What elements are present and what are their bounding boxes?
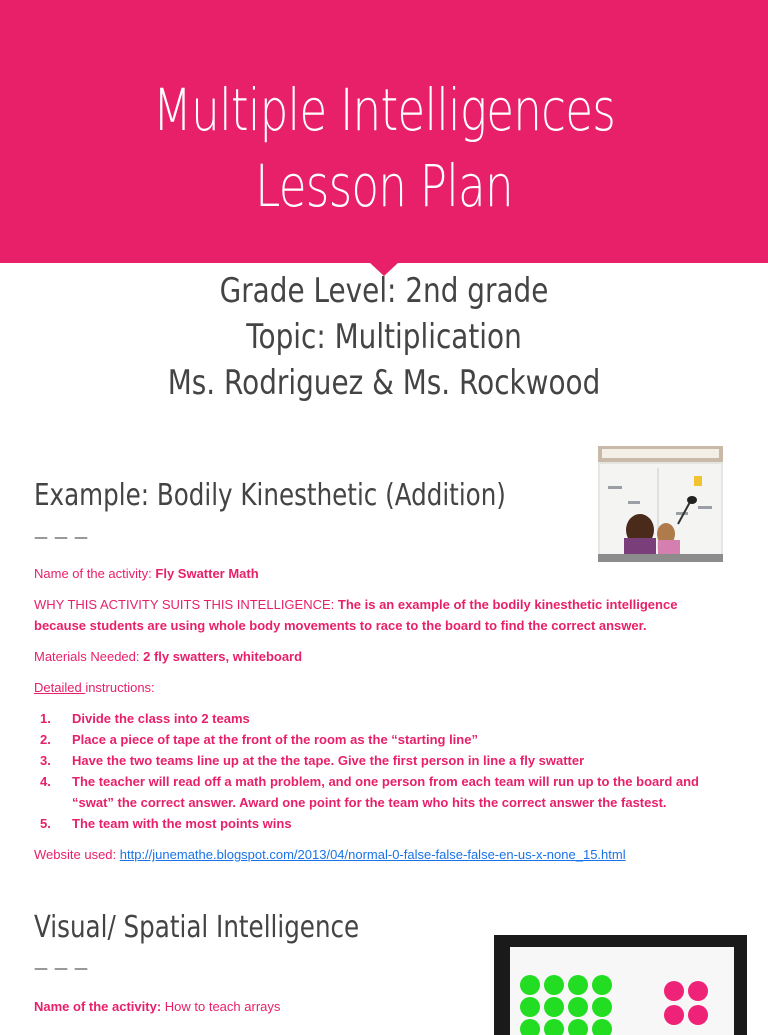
- materials-value: 2 fly swatters, whiteboard: [143, 649, 303, 664]
- website-link[interactable]: http://junemathe.blogspot.com/2013/04/normal-0-false-false-false-en-us-x-none_15.html: [119, 847, 626, 862]
- teachers: Ms. Rodriguez & Ms. Rockwood: [167, 363, 601, 403]
- website-used: [34, 844, 724, 865]
- instructions-heading: [34, 677, 724, 698]
- list-item: 4. The teacher will read off a math problem, and one person from each team will run up to the board and “swat” the correct answer. Award one point for the team who hits the correct answer the fastest.: [40, 774, 699, 810]
- activity-name-value: Fly Swatter Math: [155, 566, 259, 581]
- classroom-whiteboard-photo: [598, 446, 723, 562]
- activity-name-label: Name of the activity:: [34, 566, 156, 581]
- list-item: 5. The team with the most points wins: [40, 816, 292, 831]
- visual-heading: Visual/ Spatial Intelligence: [34, 910, 360, 945]
- dot-array-image: [494, 935, 747, 1035]
- example-divider: ———: [34, 530, 94, 546]
- website-label: Website used:: [34, 847, 120, 862]
- visual-divider: ———: [34, 961, 94, 977]
- example-heading: Example: Bodily Kinesthetic (Addition): [34, 478, 506, 513]
- instruction-steps: [34, 708, 724, 834]
- materials-needed: [34, 646, 724, 667]
- list-item: 1. Divide the class into 2 teams: [40, 711, 250, 726]
- why-value: The is an example of the bodily kinesthetic intelligence because students are using whole body movements to race to the board to find the correct answer.: [34, 597, 678, 633]
- lesson-info: [69, 268, 699, 406]
- why-activity: [34, 594, 724, 636]
- materials-label: Materials Needed:: [34, 649, 144, 664]
- instructions-rest: instructions:: [85, 680, 155, 695]
- activity-name: [34, 563, 724, 584]
- page-title: Multiple Intelligences Lesson Plan: [152, 76, 616, 220]
- list-item: 2. Place a piece of tape at the front of the room as the “starting line”: [40, 732, 478, 747]
- instructions-underlined: Detailed: [34, 680, 86, 695]
- visual-activity-value: How to teach arrays: [161, 999, 281, 1014]
- grade-level: Grade Level: 2nd grade: [219, 271, 549, 311]
- visual-activity-label: Name of the activity:: [34, 999, 162, 1014]
- classroom-photo-image: [598, 446, 723, 562]
- topic: Topic: Multiplication: [246, 317, 522, 357]
- list-item: 3. Have the two teams line up at the the tape. Give the first person in line a fly swatter: [40, 753, 585, 768]
- dot-array-photo: [494, 935, 747, 1035]
- why-label: WHY THIS ACTIVITY SUITS THIS INTELLIGENCE:: [34, 597, 338, 612]
